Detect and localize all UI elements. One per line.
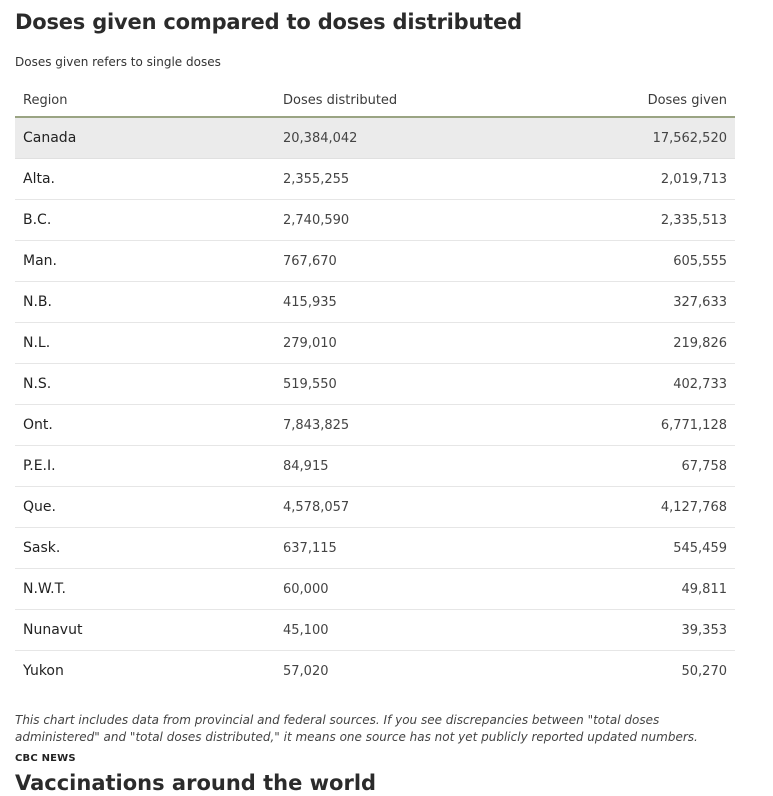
cell-doses-given: 2,335,513 bbox=[571, 200, 735, 241]
table-row bbox=[15, 528, 735, 569]
table-row bbox=[15, 651, 735, 692]
table-row bbox=[15, 610, 735, 651]
cell-region: N.S. bbox=[15, 364, 275, 405]
table-row bbox=[15, 159, 735, 200]
cell-doses-distributed: 2,355,255 bbox=[275, 159, 571, 200]
column-header-given[interactable]: Doses given bbox=[571, 85, 735, 117]
source-credit: CBC NEWS bbox=[15, 753, 76, 764]
table-row bbox=[15, 323, 735, 364]
cell-region: N.W.T. bbox=[15, 569, 275, 610]
cell-doses-given: 39,353 bbox=[571, 610, 735, 651]
cell-region: Nunavut bbox=[15, 610, 275, 651]
table-row bbox=[15, 282, 735, 323]
cell-region: Alta. bbox=[15, 159, 275, 200]
cell-region: P.E.I. bbox=[15, 446, 275, 487]
doses-table bbox=[15, 85, 735, 691]
cell-region: N.L. bbox=[15, 323, 275, 364]
table-row bbox=[15, 364, 735, 405]
cell-doses-distributed: 7,843,825 bbox=[275, 405, 571, 446]
cell-doses-distributed: 45,100 bbox=[275, 610, 571, 651]
cell-doses-given: 402,733 bbox=[571, 364, 735, 405]
cell-doses-given: 545,459 bbox=[571, 528, 735, 569]
cell-doses-distributed: 519,550 bbox=[275, 364, 571, 405]
cell-doses-distributed: 767,670 bbox=[275, 241, 571, 282]
cell-doses-given: 17,562,520 bbox=[571, 117, 735, 159]
chart-footnote: This chart includes data from provincial and federal sources. If you see discrepancies between "total doses administered" and "total doses distributed," it means one source has not yet publicly reported updated numbers. bbox=[15, 713, 698, 744]
cell-region: B.C. bbox=[15, 200, 275, 241]
cell-doses-given: 219,826 bbox=[571, 323, 735, 364]
cell-doses-given: 67,758 bbox=[571, 446, 735, 487]
chart-subtitle: Doses given refers to single doses bbox=[15, 55, 221, 69]
cell-doses-given: 6,771,128 bbox=[571, 405, 735, 446]
table-row bbox=[15, 117, 735, 159]
cell-doses-distributed: 637,115 bbox=[275, 528, 571, 569]
table-row bbox=[15, 569, 735, 610]
cell-doses-distributed: 84,915 bbox=[275, 446, 571, 487]
chart-container bbox=[15, 0, 735, 795]
cell-region: Man. bbox=[15, 241, 275, 282]
cell-doses-distributed: 2,740,590 bbox=[275, 200, 571, 241]
cell-doses-given: 605,555 bbox=[571, 241, 735, 282]
column-header-distributed[interactable]: Doses distributed bbox=[275, 85, 571, 117]
table-row bbox=[15, 200, 735, 241]
table-header-row bbox=[15, 85, 735, 117]
cell-doses-distributed: 279,010 bbox=[275, 323, 571, 364]
chart-title: Doses given compared to doses distributed bbox=[15, 10, 522, 34]
cell-doses-distributed: 415,935 bbox=[275, 282, 571, 323]
cell-region: Que. bbox=[15, 487, 275, 528]
column-header-region[interactable]: Region bbox=[15, 85, 275, 117]
next-section-title: Vaccinations around the world bbox=[15, 771, 377, 795]
cell-region: Ont. bbox=[15, 405, 275, 446]
cell-doses-given: 327,633 bbox=[571, 282, 735, 323]
cell-doses-distributed: 4,578,057 bbox=[275, 487, 571, 528]
cell-doses-distributed: 60,000 bbox=[275, 569, 571, 610]
table-row bbox=[15, 487, 735, 528]
cell-doses-distributed: 20,384,042 bbox=[275, 117, 571, 159]
table-row bbox=[15, 446, 735, 487]
table-row bbox=[15, 405, 735, 446]
cell-doses-given: 49,811 bbox=[571, 569, 735, 610]
cell-doses-given: 4,127,768 bbox=[571, 487, 735, 528]
cell-region: N.B. bbox=[15, 282, 275, 323]
cell-doses-given: 2,019,713 bbox=[571, 159, 735, 200]
cell-doses-distributed: 57,020 bbox=[283, 663, 329, 679]
table-body bbox=[15, 117, 735, 691]
cell-region: Canada bbox=[15, 117, 275, 159]
cell-doses-given: 50,270 bbox=[681, 663, 727, 679]
table-row bbox=[15, 241, 735, 282]
cell-region: Sask. bbox=[15, 528, 275, 569]
cell-region: Yukon bbox=[23, 663, 64, 679]
